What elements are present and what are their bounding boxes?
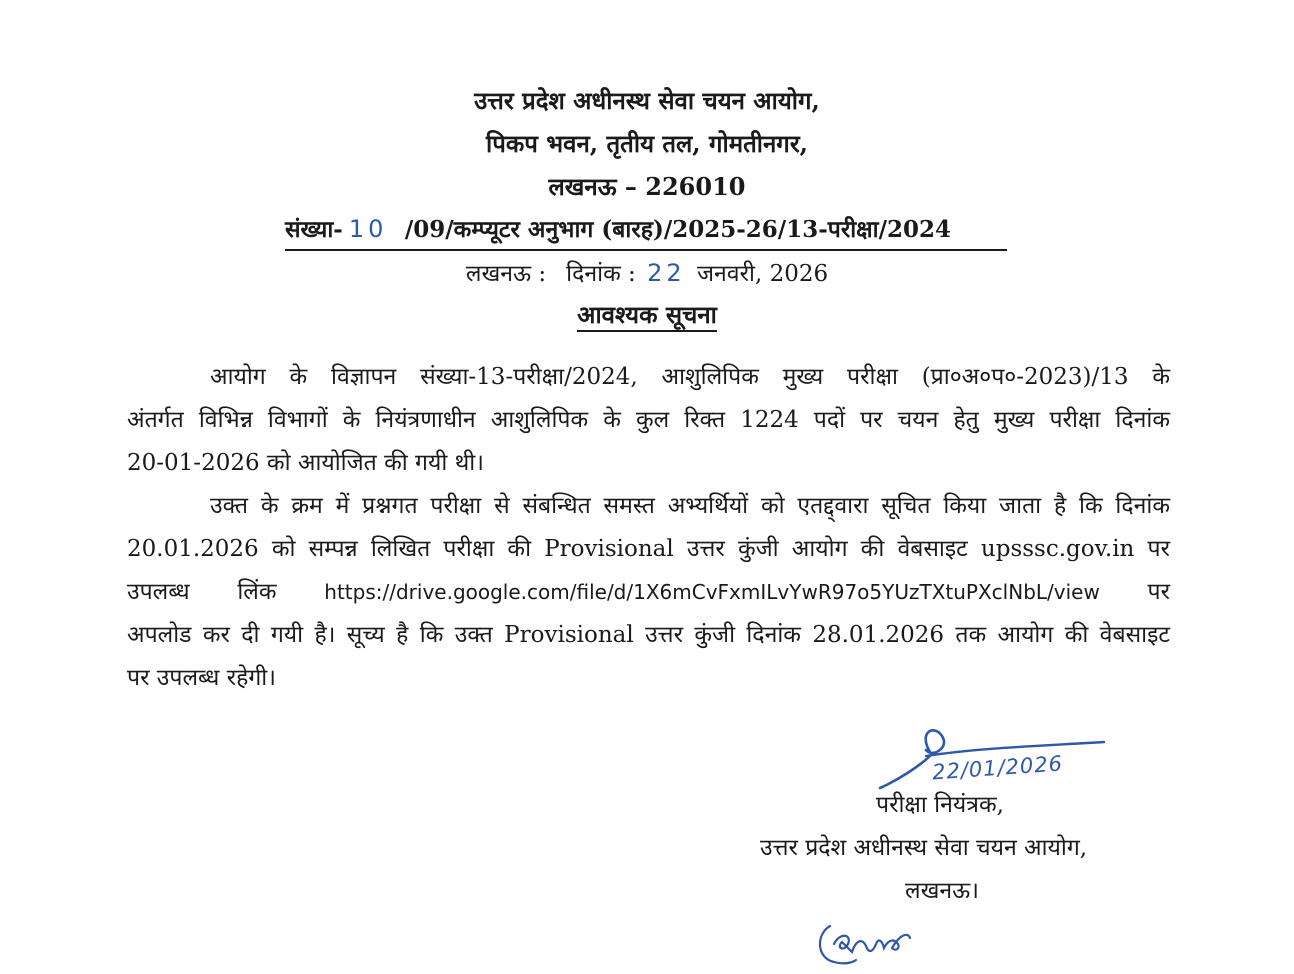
signatory-organisation: उत्तर प्रदेश अधीनस्थ सेवा चयन आयोग, bbox=[760, 835, 1088, 861]
header-city-pincode: लखनऊ – 226010 bbox=[548, 172, 746, 201]
handwritten-day: 22 bbox=[647, 259, 686, 287]
notice-title bbox=[0, 298, 1294, 332]
body-line: उक्त के क्रम में प्रश्नगत परीक्षा से संबन्धित समस्त अभ्यर्थियों को एतद्द्वारा सूचित किया जाता है कि दिनांक bbox=[210, 493, 1170, 519]
reference-suffix: /09/कम्प्यूटर अनुभाग (बारह)/2025-26/13-परीक्षा/2024 bbox=[404, 216, 952, 243]
header-organisation: उत्तर प्रदेश अधीनस्थ सेवा चयन आयोग, bbox=[474, 86, 820, 115]
body-line-with-link bbox=[127, 575, 1170, 609]
date-label: दिनांक : bbox=[566, 261, 636, 287]
date-month-year: जनवरी, 2026 bbox=[696, 261, 829, 287]
body-line: 20.01.2026 को सम्पन्न लिखित परीक्षा की Provisional उत्तर कुंजी आयोग की वेबसाइट upsssc.gov.in पर bbox=[127, 536, 1170, 562]
body-line: आयोग के विज्ञापन संख्या-13-परीक्षा/2024, आशुलिपिक मुख्य परीक्षा (प्रा०अ०प०-2023)/13 के bbox=[210, 364, 1170, 390]
signatory-city: लखनऊ। bbox=[905, 878, 979, 904]
handwritten-initials bbox=[812, 918, 922, 970]
body-line: 20-01-2026 को आयोजित की गयी थी। bbox=[127, 450, 484, 476]
body-line: पर उपलब्ध रहेगी। bbox=[127, 665, 276, 691]
reference-number bbox=[285, 212, 1007, 251]
link-outro-text: पर bbox=[1147, 579, 1171, 605]
header-address: पिकप भवन, तृतीय तल, गोमतीनगर, bbox=[485, 129, 808, 158]
signatory-designation: परीक्षा नियंत्रक, bbox=[876, 792, 1004, 818]
handwritten-reference-number: 10 bbox=[348, 215, 388, 243]
link-intro-text: उपलब्ध लिंक bbox=[127, 579, 277, 605]
body-line: अंतर्गत विभिन्न विभागों के नियंत्रणाधीन आशुलिपिक के कुल रिक्त 1224 पदों पर चयन हेतु मुख्य परीक्षा दिनांक bbox=[127, 407, 1170, 433]
date-line bbox=[0, 256, 1294, 291]
reference-prefix: संख्या- bbox=[285, 216, 343, 243]
handwritten-signature-date: 22/01/2026 bbox=[931, 751, 1064, 785]
notice-title-text: आवश्यक सूचना bbox=[577, 300, 717, 332]
body-line: अपलोड कर दी गयी है। सूच्य है कि उक्त Provisional उत्तर कुंजी दिनांक 28.01.2026 तक आयोग की वेबसाइट bbox=[127, 622, 1170, 648]
date-place: लखनऊ : bbox=[465, 261, 547, 287]
answer-key-link[interactable]: https://drive.google.com/file/d/1X6mCvFxmILvYwR97o5YUzTXtuPXclNbL/view bbox=[324, 580, 1100, 604]
